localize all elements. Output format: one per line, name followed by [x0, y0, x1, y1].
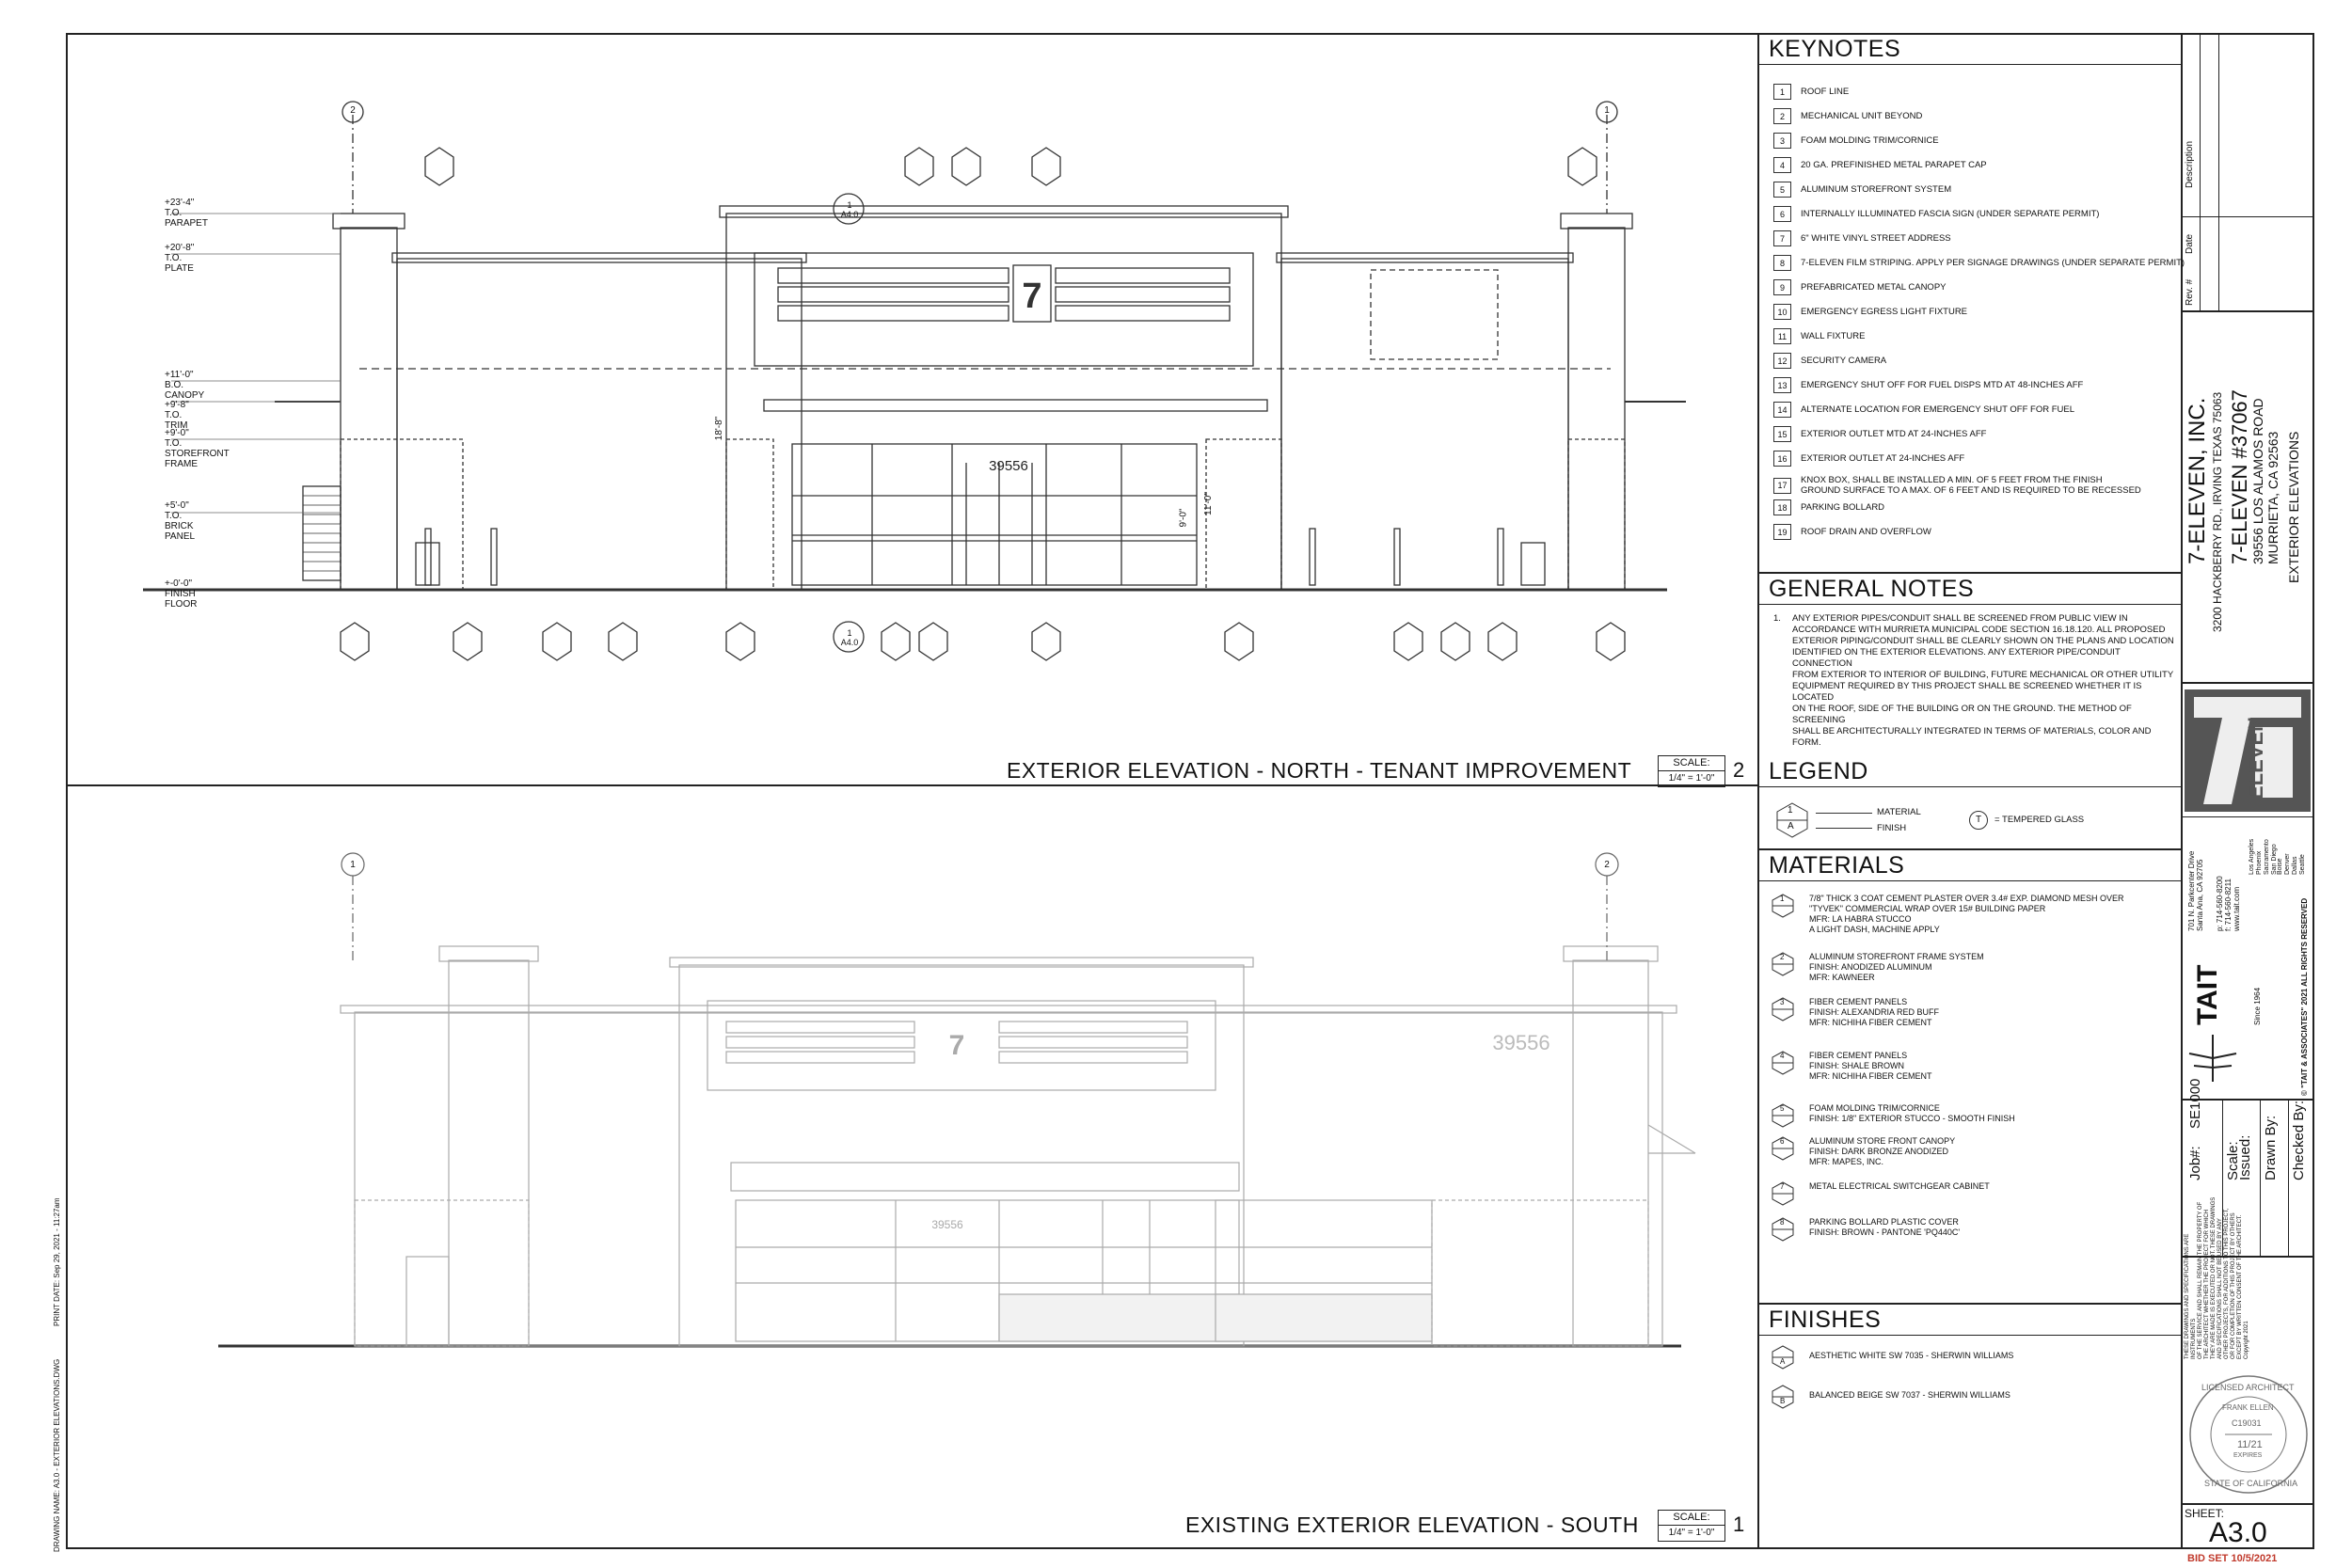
- finishes-rule: [1759, 1303, 2181, 1305]
- keynote-number: 17: [1773, 478, 1791, 494]
- keynote-item: [1773, 377, 2083, 393]
- store-address-1: 39556 LOS ALAMOS ROAD: [2250, 398, 2265, 564]
- keynote-number: 4: [1773, 157, 1791, 173]
- keynotes-underline: [1759, 64, 2181, 65]
- architect-address: 701 N. Parkcenter Drive Santa Ana, CA 92705: [2187, 850, 2204, 931]
- south-view-number: 1: [1733, 1513, 1745, 1536]
- keynote-text: EXTERIOR OUTLET AT 24-INCHES AFF: [1801, 453, 1965, 464]
- legend-arrow-finish: [1816, 828, 1872, 829]
- keynote-item: [1773, 206, 2099, 222]
- finish-text: BALANCED BEIGE SW 7037 - SHERWIN WILLIAMS: [1809, 1390, 2010, 1400]
- svg-text:7: 7: [948, 1030, 965, 1061]
- keynote-number: 18: [1773, 499, 1791, 515]
- general-notes-rule: [1759, 572, 2181, 574]
- keynote-number: 9: [1773, 279, 1791, 295]
- rev-description-header: Description: [2185, 140, 2195, 188]
- north-grid-bubble-right: 1: [1604, 105, 1610, 116]
- rev-col-1: [2200, 33, 2201, 310]
- legend-title: LEGEND: [1769, 758, 1868, 784]
- material-text: ALUMINUM STOREFRONT FRAME SYSTEM FINISH: ANODIZED ALUMINUM MFR: KAWNEER: [1809, 952, 1984, 982]
- keynote-text: ALUMINUM STOREFRONT SYSTEM: [1801, 184, 1952, 195]
- bid-set-label: BID SET 10/5/2021: [2187, 1553, 2278, 1564]
- architect-phone: p: 714-560-8200 f: 714-560-8211 www.tait.com: [2216, 876, 2241, 931]
- keynote-number: 15: [1773, 426, 1791, 442]
- print-date: PRINT DATE: Sep 29, 2021 - 11:27am: [53, 1197, 61, 1326]
- south-scale-box: SCALE: 1/4" = 1'-0": [1658, 1510, 1725, 1542]
- dimension-canopy: 11'-0": [1202, 492, 1214, 515]
- keynote-text: KNOX BOX, SHALL BE INSTALLED A MIN. OF 5 FEET FROM THE FINISH GROUND SURFACE TO A MAX. OF 6 FEET AND IS REQUIRED TO BE RECESSED: [1801, 475, 2141, 496]
- stamp-licensed: LICENSED ARCHITECT: [2201, 1383, 2295, 1392]
- finishes-title: FINISHES: [1769, 1307, 1882, 1333]
- section-ref-top: 1 A4.0: [840, 200, 859, 219]
- keynote-item: [1773, 133, 1939, 149]
- level-brick: +5'-0" T.O. BRICK PANEL: [165, 500, 196, 542]
- legend-arrow-material: [1816, 813, 1872, 814]
- material-text: FOAM MOLDING TRIM/CORNICE FINISH: 1/8" EXTERIOR STUCCO - SMOOTH FINISH: [1809, 1103, 2015, 1123]
- keynote-text: ROOF DRAIN AND OVERFLOW: [1801, 527, 1931, 537]
- south-address-storefront: 39556: [931, 1218, 963, 1231]
- drawing-name: DRAWING NAME: A3.0 - EXTERIOR ELEVATIONS.DWG: [53, 1358, 61, 1552]
- job-col-2: [2260, 1099, 2261, 1256]
- general-note-text: ANY EXTERIOR PIPES/CONDUIT SHALL BE SCREENED FROM PUBLIC VIEW IN ACCORDANCE WITH MURRIETA MUNICIPAL CODE SECTION 16.18.120. ALL PROPOSED EXTERIOR PIPING/CONDUIT SHALL BE CLEARLY SHOWN ON THE PLANS AND LOCATION IDENTIFIED ON THE EXTERIOR ELEVATIONS. ANY EXTERIOR PIPE/CONDUIT CONNECTION FROM EXTERIOR TO INTERIOR OF BUILDING, FUTURE MECHANICAL OR OTHER UTILITY EQUIPMENT REQUIRED BY THIS PROJECT SHALL BE SCREENED WHETHER IT IS LOCATED ON THE ROOF, SIDE OF THE BUILDING OR ON THE GROUND. THE METHOD OF SCREENING SHALL BE ARCHITECTURALLY INTEGRATED IN TERMS OF MATERIALS, COLOR AND FORM.: [1792, 613, 2174, 748]
- keynote-number: 2: [1773, 108, 1791, 124]
- keynote-item: [1773, 157, 1987, 173]
- rev-bottom-line: [2181, 310, 2314, 312]
- finish-code: A: [1780, 1357, 1786, 1366]
- south-grid-bubble-left: 1: [350, 860, 356, 870]
- general-note-number: 1.: [1773, 613, 1781, 624]
- keynote-item: [1773, 353, 1886, 369]
- checked-by-label: Checked By:: [2291, 1100, 2307, 1180]
- seven-eleven-brand-text: ELEVEN: [2244, 716, 2267, 800]
- keynote-number: 11: [1773, 328, 1791, 344]
- material-number: 1: [1780, 895, 1785, 903]
- keynote-number: 10: [1773, 304, 1791, 320]
- rev-date-header: Date: [2185, 233, 2195, 254]
- finishes-underline: [1759, 1335, 2181, 1336]
- keynote-number: 19: [1773, 524, 1791, 540]
- keynote-item: [1773, 499, 1884, 515]
- keynote-text: PARKING BOLLARD: [1801, 502, 1885, 513]
- material-text: ALUMINUM STORE FRONT CANOPY FINISH: DARK BRONZE ANODIZED MFR: MAPES, INC.: [1809, 1136, 1956, 1166]
- material-number: 7: [1780, 1182, 1785, 1191]
- material-number: 2: [1780, 953, 1785, 961]
- stamp-state: STATE OF CALIFORNIA: [2204, 1479, 2298, 1488]
- level-trim: +9'-8" T.O. TRIM: [165, 400, 189, 431]
- client-name: 7-ELEVEN, INC.: [2185, 397, 2210, 564]
- keynote-text: EXTERIOR OUTLET MTD AT 24-INCHES AFF: [1801, 429, 1987, 439]
- legend-underline: [1759, 786, 2181, 787]
- level-floor: +-0'-0" FINISH FLOOR: [165, 578, 198, 610]
- sheet-label: SHEET:: [2185, 1507, 2225, 1520]
- tempered-glass-label: = TEMPERED GLASS: [1994, 815, 2085, 825]
- job-col-3: [2288, 1099, 2289, 1256]
- material-number: 8: [1780, 1218, 1785, 1227]
- level-plate: +20'-8" T.O. PLATE: [165, 243, 195, 274]
- stamp-number: C19031: [2232, 1418, 2262, 1428]
- keynote-item: [1773, 304, 1967, 320]
- keynote-item: [1773, 84, 1849, 100]
- material-text: FIBER CEMENT PANELS FINISH: ALEXANDRIA RED BUFF MFR: NICHIHA FIBER CEMENT: [1809, 997, 1940, 1027]
- stamp-expires: 11/21: [2237, 1439, 2263, 1450]
- keynote-text: FOAM MOLDING TRIM/CORNICE: [1801, 135, 1939, 146]
- keynote-number: 3: [1773, 133, 1791, 149]
- keynotes-title: KEYNOTES: [1769, 36, 1901, 62]
- rev-header-line: [2181, 216, 2314, 217]
- material-text: FIBER CEMENT PANELS FINISH: SHALE BROWN MFR: NICHIHA FIBER CEMENT: [1809, 1051, 1932, 1081]
- materials-underline: [1759, 880, 2181, 881]
- south-elevation-drawing: [68, 786, 1757, 1511]
- material-number: 4: [1780, 1052, 1785, 1060]
- keynote-item: [1773, 230, 1951, 246]
- architect-since: Since 1964: [2253, 987, 2262, 1025]
- keynote-number: 7: [1773, 230, 1791, 246]
- section-ref-bottom: 1 A4.0: [840, 628, 859, 647]
- level-parapet: +23'-4" T.O. PARAPET: [165, 198, 208, 229]
- keynote-text: 20 GA. PREFINISHED METAL PARAPET CAP: [1801, 160, 1987, 170]
- finish-text: AESTHETIC WHITE SW 7035 - SHERWIN WILLIAMS: [1809, 1351, 2014, 1360]
- keynote-number: 12: [1773, 353, 1791, 369]
- keynote-item: [1773, 524, 1931, 540]
- keynote-item: [1773, 279, 1947, 295]
- keynote-text: EMERGENCY SHUT OFF FOR FUEL DISPS MTD AT 48-INCHES AFF: [1801, 380, 2084, 390]
- tempered-glass-symbol: T: [1969, 811, 1988, 830]
- general-notes-title: GENERAL NOTES: [1769, 576, 1975, 602]
- sheet-number-top: [2181, 1503, 2314, 1505]
- keynote-number: 1: [1773, 84, 1791, 100]
- legend-material-label: MATERIAL: [1877, 807, 1921, 817]
- copyright: © "TAIT & ASSOCIATES" 2021 ALL RIGHTS RESERVED: [2300, 897, 2309, 1096]
- keynote-item: [1773, 402, 2074, 418]
- store-address-2: MURRIETA, CA 92563: [2265, 431, 2280, 564]
- disclaimer-text: THESE DRAWINGS AND SPECIFICATIONS ARE INSTRUMENTS OF THE SERVICE AND SHALL REMAIN THE PROPERTY OF THE ARCHITECT WHETHER THE PROJECT FOR WHICH THEY ARE MADE IS EXECUTED OR NOT. THESE DRAWINGS AND SPECIFICATIONS SHALL NOT BE USED BY ANY OTHER PROJECTS, FOR ADDITIONS TO THIS PROJECT, OR FOR COMPLETION OF THIS PROJECT BY OTHERS EXCEPT BY WRITTEN CONSENT OF THE ARCHITECT. Copyright 2021: [2185, 1196, 2249, 1359]
- north-scale-box: SCALE: 1/4" = 1'-0": [1658, 755, 1725, 787]
- scale-label: Scale:: [2225, 1141, 2241, 1180]
- legend-tag-bottom: A: [1788, 821, 1794, 832]
- architect-offices-2: Boise Denver Dallas Seattle: [2277, 853, 2306, 875]
- keynote-item: [1773, 328, 1865, 344]
- project-info-bottom: [2181, 682, 2314, 684]
- south-address-sign: 39556: [1492, 1031, 1550, 1054]
- keynote-text: PREFABRICATED METAL CANOPY: [1801, 282, 1947, 293]
- keynote-text: EMERGENCY EGRESS LIGHT FIXTURE: [1801, 307, 1968, 317]
- keynote-text: 6" WHITE VINYL STREET ADDRESS: [1801, 233, 1951, 244]
- keynote-item: [1773, 451, 1964, 467]
- keynote-number: 14: [1773, 402, 1791, 418]
- keynote-text: WALL FIXTURE: [1801, 331, 1866, 341]
- general-notes-underline: [1759, 604, 2181, 605]
- keynote-item: [1773, 426, 1986, 442]
- material-number: 6: [1780, 1137, 1785, 1146]
- job-number-label: Job#:: [2187, 1146, 2203, 1180]
- store-name: 7-ELEVEN #37067: [2228, 389, 2251, 564]
- material-number: 5: [1780, 1104, 1785, 1113]
- keynote-number: 13: [1773, 377, 1791, 393]
- keynote-text: INTERNALLY ILLUMINATED FASCIA SIGN (UNDER SEPARATE PERMIT): [1801, 209, 2100, 219]
- keynote-text: ROOF LINE: [1801, 87, 1850, 97]
- material-text: 7/8" THICK 3 COAT CEMENT PLASTER OVER 3.4# EXP. DIAMOND MESH OVER "TYVEK" COMMERCIAL WRAP OVER 15# BUILDING PAPER MFR: LA HABRA STUCCO A LIGHT DASH, MACHINE APPLY: [1809, 894, 2124, 934]
- stamp-expires-label: EXPIRES: [2233, 1452, 2263, 1459]
- level-canopy: +11'-0" B.O. CANOPY: [165, 370, 205, 401]
- keynote-text: 7-ELEVEN FILM STRIPING. APPLY PER SIGNAGE DRAWINGS (UNDER SEPARATE PERMIT): [1801, 258, 2185, 268]
- keynote-text: MECHANICAL UNIT BEYOND: [1801, 111, 1923, 121]
- rev-col-2: [2218, 33, 2219, 310]
- north-view-number: 2: [1733, 758, 1745, 782]
- job-number-value: SE1000: [2187, 1078, 2203, 1129]
- issued-label: Issued:: [2237, 1134, 2253, 1180]
- keynote-item: [1773, 475, 2141, 496]
- north-view-title: EXTERIOR ELEVATION - NORTH - TENANT IMPROVEMENT: [1007, 758, 1632, 783]
- keynote-number: 16: [1773, 451, 1791, 467]
- materials-title: MATERIALS: [1769, 852, 1905, 879]
- view-divider-vertical: [1757, 33, 1759, 1549]
- legend-tag-top: 1: [1788, 805, 1793, 816]
- level-storefront: +9'-0" T.O. STOREFRONT FRAME: [165, 428, 230, 469]
- dimension-overall: 18'-8": [714, 416, 725, 441]
- keynote-text: ALTERNATE LOCATION FOR EMERGENCY SHUT OFF FOR FUEL: [1801, 404, 2075, 415]
- legend-finish-label: FINISH: [1877, 823, 1907, 833]
- south-grid-bubble-right: 2: [1604, 860, 1610, 870]
- material-text: METAL ELECTRICAL SWITCHGEAR CABINET: [1809, 1181, 1990, 1191]
- dimension-storefront: 9'-0": [1178, 508, 1189, 528]
- sheet-number: A3.0: [2209, 1517, 2267, 1548]
- svg-text:7: 7: [1022, 277, 1042, 316]
- south-view-title: EXISTING EXTERIOR ELEVATION - SOUTH: [1185, 1513, 1639, 1537]
- keynote-number: 8: [1773, 255, 1791, 271]
- keynote-item: [1773, 182, 1951, 198]
- keynote-item: [1773, 108, 1922, 124]
- keynote-item: [1773, 255, 2185, 271]
- keynote-number: 5: [1773, 182, 1791, 198]
- tait-top-line: [2181, 816, 2314, 817]
- north-address-number: 39556: [989, 458, 1028, 474]
- keynote-number: 6: [1773, 206, 1791, 222]
- architect-logo-text: TAIT: [2192, 964, 2223, 1025]
- north-grid-bubble-left: 2: [350, 105, 356, 116]
- material-text: PARKING BOLLARD PLASTIC COVER FINISH: BROWN - PANTONE 'PQ440C': [1809, 1217, 1961, 1237]
- material-number: 3: [1780, 998, 1785, 1006]
- north-elevation-drawing: [68, 35, 1757, 750]
- client-address: 3200 HACKBERRY RD., IRVING TEXAS 75063: [2211, 391, 2224, 632]
- keynote-text: SECURITY CAMERA: [1801, 356, 1887, 366]
- drawn-by-label: Drawn By:: [2263, 1115, 2279, 1180]
- sheet-title-vertical: EXTERIOR ELEVATIONS: [2286, 431, 2301, 583]
- stamp-name: FRANK ELLEN: [2222, 1403, 2274, 1412]
- materials-rule: [1759, 848, 2181, 850]
- architect-offices-1: Los Angeles Phoenix Sacramento San Diego: [2249, 838, 2278, 875]
- finish-code: B: [1780, 1397, 1786, 1405]
- rev-number-header: Rev. #: [2185, 278, 2195, 306]
